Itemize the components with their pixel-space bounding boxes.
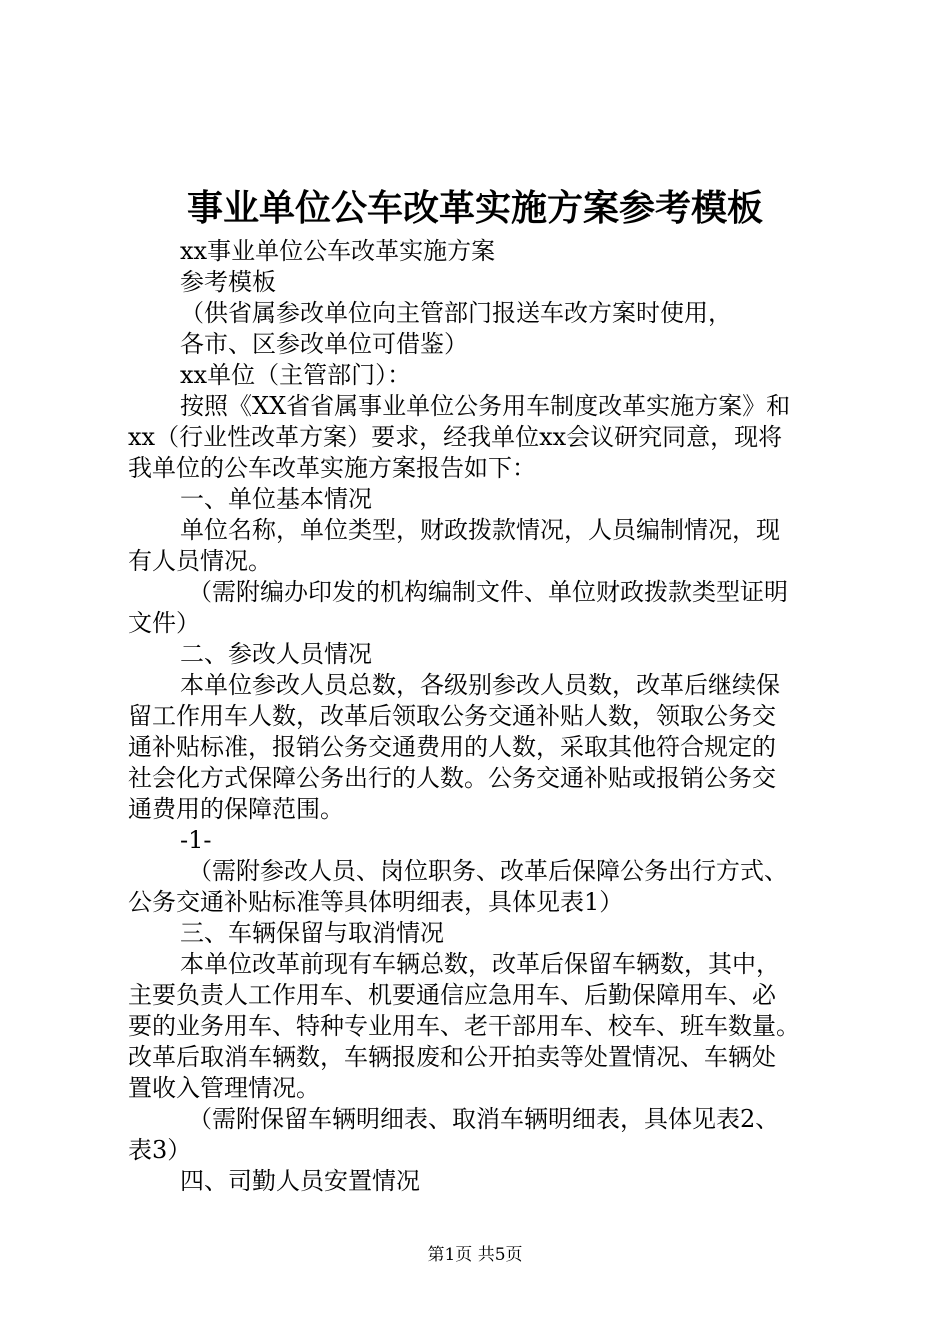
doc-line: 通补贴标准，报销公务交通费用的人数，采取其他符合规定的 xyxy=(128,733,776,761)
doc-line: 本单位参改人员总数，各级别参改人员数，改革后继续保 xyxy=(180,671,780,699)
doc-line: 置收入管理情况。 xyxy=(128,1074,320,1102)
doc-line: 留工作用车人数，改革后领取公务交通补贴人数，领取公务交 xyxy=(128,702,776,730)
doc-line: 通费用的保障范围。 xyxy=(128,795,344,823)
doc-line: 有人员情况。 xyxy=(128,547,272,575)
doc-line: 各市、区参改单位可借鉴） xyxy=(180,330,468,358)
doc-line: 改革后取消车辆数，车辆报废和公开拍卖等处置情况、车辆处 xyxy=(128,1043,776,1071)
doc-line: 单位名称，单位类型，财政拨款情况，人员编制情况，现 xyxy=(180,516,780,544)
section-heading: 三、车辆保留与取消情况 xyxy=(180,919,444,947)
doc-line: 要的业务用车、特种专业用车、老干部用车、校车、班车数量。 xyxy=(128,1012,800,1040)
page-marker: -1- xyxy=(180,826,212,854)
doc-line: 参考模板 xyxy=(180,268,276,296)
section-heading: 一、单位基本情况 xyxy=(180,485,372,513)
section-heading: 二、参改人员情况 xyxy=(180,640,372,668)
doc-line: 主要负责人工作用车、机要通信应急用车、后勤保障用车、必 xyxy=(128,981,776,1009)
doc-line: 表3） xyxy=(128,1136,192,1164)
doc-line: （供省属参改单位向主管部门报送车改方案时使用， xyxy=(180,299,732,327)
doc-line: 社会化方式保障公务出行的人数。公务交通补贴或报销公务交 xyxy=(128,764,776,792)
doc-line: （需附参改人员、岗位职务、改革后保障公务出行方式、 xyxy=(188,857,788,885)
doc-line: 我单位的公车改革实施方案报告如下： xyxy=(128,454,536,482)
doc-line: （需附保留车辆明细表、取消车辆明细表，具体见表2、 xyxy=(188,1105,780,1133)
document-title: 事业单位公车改革实施方案参考模板 xyxy=(186,187,763,229)
section-heading: 四、司勤人员安置情况 xyxy=(180,1167,420,1195)
doc-line: 本单位改革前现有车辆总数，改革后保留车辆数，其中， xyxy=(180,950,780,978)
doc-line: 公务交通补贴标准等具体明细表，具体见表1） xyxy=(128,888,624,916)
doc-line: （需附编办印发的机构编制文件、单位财政拨款类型证明 xyxy=(188,578,788,606)
doc-line: 按照《XX省省属事业单位公务用车制度改革实施方案》和 xyxy=(180,392,791,420)
document-body xyxy=(128,236,858,1197)
page-footer: 第1页 共5页 xyxy=(427,1245,523,1265)
doc-line: xx单位（主管部门）： xyxy=(180,361,412,389)
doc-line: 文件） xyxy=(128,609,200,637)
doc-line: xx（行业性改革方案）要求，经我单位xx会议研究同意，现将 xyxy=(128,423,783,451)
doc-line: xx事业单位公车改革实施方案 xyxy=(180,237,496,265)
